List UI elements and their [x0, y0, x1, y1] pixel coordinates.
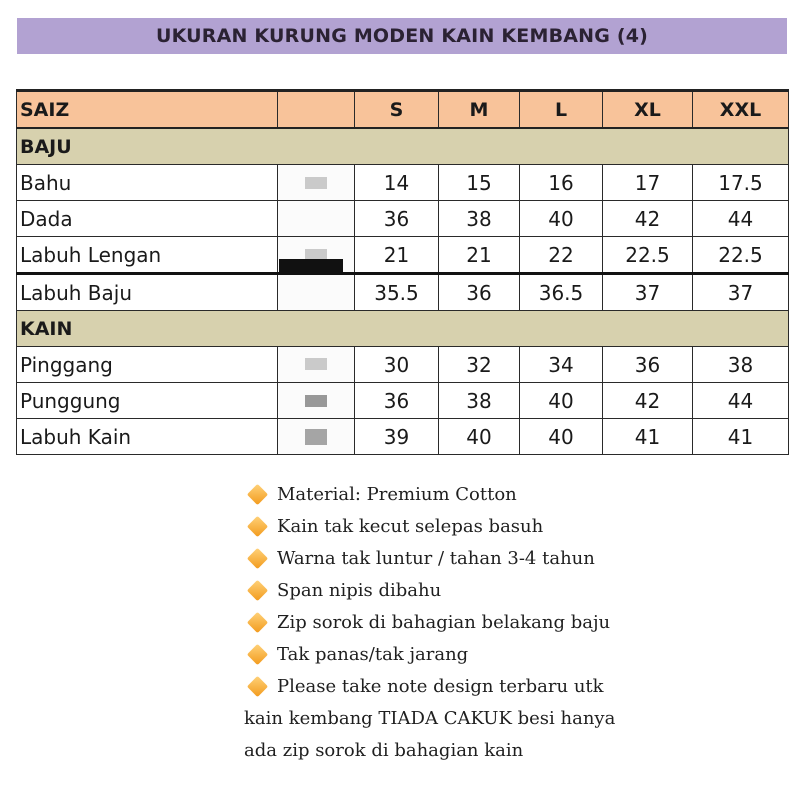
table-cell: 30 — [355, 347, 439, 383]
table-row — [17, 347, 789, 383]
table-cell: 44 — [693, 383, 789, 419]
table-cell: 32 — [439, 347, 520, 383]
note-continuation: ada zip sorok di bahagian kain — [244, 739, 524, 761]
note-continuation: kain kembang TIADA CAKUK besi hanya — [244, 707, 616, 729]
model-photo-cell — [278, 91, 355, 129]
table-cell: 40 — [439, 419, 520, 455]
section-row-kain — [17, 311, 789, 347]
table-row — [17, 274, 789, 311]
header-size-label: SAIZ — [17, 91, 278, 129]
model-photo-cell — [278, 201, 355, 237]
table-cell: 37 — [603, 274, 693, 311]
table-cell: 14 — [355, 165, 439, 201]
table-cell: 41 — [693, 419, 789, 455]
row-label: Labuh Lengan — [17, 237, 278, 274]
orange-diamond-icon — [247, 611, 268, 632]
blurred-photo-fragment — [305, 395, 327, 407]
size-chart-table — [16, 89, 789, 455]
table-cell: 39 — [355, 419, 439, 455]
row-label: Pinggang — [17, 347, 278, 383]
product-notes — [244, 478, 764, 766]
table-cell: 42 — [603, 201, 693, 237]
list-item — [244, 670, 764, 702]
model-photo-waistband — [279, 259, 343, 272]
table-cell: 44 — [693, 201, 789, 237]
table-cell: 36 — [355, 201, 439, 237]
table-row — [17, 383, 789, 419]
orange-diamond-icon — [247, 515, 268, 536]
row-label: Dada — [17, 201, 278, 237]
table-cell: 21 — [439, 237, 520, 274]
section-title: BAJU — [17, 128, 789, 165]
list-item — [244, 478, 764, 510]
section-title: KAIN — [17, 311, 789, 347]
section-row-baju — [17, 128, 789, 165]
table-cell: 40 — [520, 383, 603, 419]
row-label: Bahu — [17, 165, 278, 201]
table-cell: 17 — [603, 165, 693, 201]
table-cell: 22 — [520, 237, 603, 274]
note-text: Kain tak kecut selepas basuh — [277, 515, 544, 537]
row-label: Labuh Baju — [17, 274, 278, 311]
row-label: Labuh Kain — [17, 419, 278, 455]
table-row — [17, 237, 789, 274]
note-text: Tak panas/tak jarang — [277, 643, 469, 665]
list-item — [244, 574, 764, 606]
blurred-photo-fragment — [305, 177, 327, 189]
table-cell: 17.5 — [693, 165, 789, 201]
orange-diamond-icon — [247, 675, 268, 696]
header-size-xxl: XXL — [693, 91, 789, 129]
model-photo-cell — [278, 419, 355, 455]
table-cell: 36 — [355, 383, 439, 419]
note-text: Please take note design terbaru utk — [277, 675, 604, 697]
model-photo-cell — [278, 383, 355, 419]
header-size-m: M — [439, 91, 520, 129]
row-label: Punggung — [17, 383, 278, 419]
list-item — [244, 542, 764, 574]
table-cell: 36 — [603, 347, 693, 383]
orange-diamond-icon — [247, 483, 268, 504]
blurred-photo-fragment — [305, 429, 327, 445]
list-item — [244, 510, 764, 542]
note-text: Warna tak luntur / tahan 3-4 tahun — [277, 547, 595, 569]
blurred-photo-fragment — [305, 358, 327, 370]
header-size-l: L — [520, 91, 603, 129]
header-size-s: S — [355, 91, 439, 129]
table-header-row — [17, 91, 789, 129]
title-banner — [17, 18, 787, 54]
model-photo-cell — [278, 347, 355, 383]
table-cell: 38 — [693, 347, 789, 383]
table-row — [17, 201, 789, 237]
table-cell: 35.5 — [355, 274, 439, 311]
table-cell: 22.5 — [603, 237, 693, 274]
model-photo-cell — [278, 274, 355, 311]
table-cell: 34 — [520, 347, 603, 383]
page-title: UKURAN KURUNG MODEN KAIN KEMBANG (4) — [155, 25, 649, 47]
table-cell: 22.5 — [693, 237, 789, 274]
note-text: Span nipis dibahu — [277, 579, 442, 601]
table-cell: 36.5 — [520, 274, 603, 311]
table-cell: 38 — [439, 201, 520, 237]
header-size-xl: XL — [603, 91, 693, 129]
note-text: Zip sorok di bahagian belakang baju — [277, 611, 611, 633]
model-photo-cell — [278, 165, 355, 201]
table-cell: 40 — [520, 201, 603, 237]
list-item — [244, 606, 764, 638]
orange-diamond-icon — [247, 643, 268, 664]
table-row — [17, 419, 789, 455]
table-cell: 16 — [520, 165, 603, 201]
table-cell: 37 — [693, 274, 789, 311]
list-item — [244, 638, 764, 670]
orange-diamond-icon — [247, 547, 268, 568]
note-text: Material: Premium Cotton — [277, 483, 517, 505]
table-row — [17, 165, 789, 201]
table-cell: 42 — [603, 383, 693, 419]
table-cell: 38 — [439, 383, 520, 419]
table-cell: 36 — [439, 274, 520, 311]
table-cell: 40 — [520, 419, 603, 455]
table-cell: 41 — [603, 419, 693, 455]
orange-diamond-icon — [247, 579, 268, 600]
table-cell: 21 — [355, 237, 439, 274]
table-cell: 15 — [439, 165, 520, 201]
